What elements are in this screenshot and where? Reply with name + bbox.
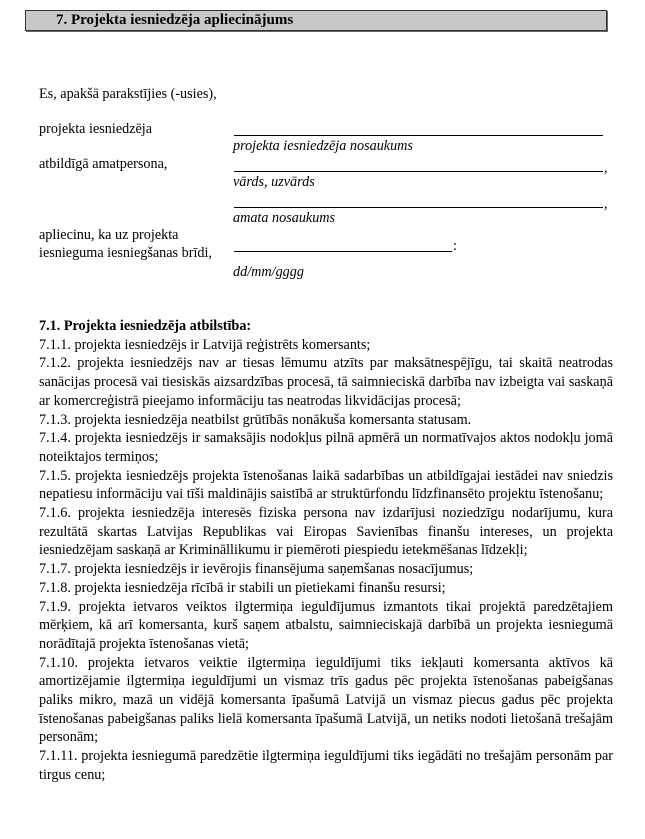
- list-item: 7.1.7. projekta iesniedzējs ir ievērojis finansējuma saņemšanas nosacījumus;: [39, 561, 474, 578]
- list-item: 7.1.2. projekta iesniedzējs nav ar tiesas lēmumu atzīts par maksātnespējīgu, tai skaitā neatrodas sanācijas procesā vai tiesiskās aizsardzības procesā, tā saimnieciskā darbība nav izbeigta vai saskaņā ar komercreģistrā pieejamo informāciju tas neatrodas likvidācijas procesā;: [39, 355, 613, 409]
- colon: :: [453, 238, 457, 254]
- list-item: 7.1.6. projekta iesniedzēja interesēs fiziska persona nav izdarījusi noziedzīgu nodarījumu, kura rezultātā skartas Latvijas Republikas vai Eiropas Savienības finanšu intereses, un projekta iesniedzējam saskaņā ar Krimināllikumu ir piemēroti piespiedu ietekmēšanas līdzekļi;: [39, 505, 613, 559]
- comma: ,: [604, 196, 608, 212]
- list-item: 7.1.4. projekta iesniedzējs ir samaksājis nodokļus pilnā apmērā un normatīvajos aktos nodokļu jomā noteiktajos termiņos;: [39, 430, 613, 465]
- date-field[interactable]: [234, 251, 452, 252]
- applicant-name-field[interactable]: [234, 135, 603, 136]
- applicant-label: projekta iesniedzēja: [39, 121, 153, 137]
- section-heading: 7.1. Projekta iesniedzēja atbilstība:: [39, 318, 252, 334]
- name-caption: vārds, uzvārds: [233, 174, 315, 190]
- official-label: atbildīgā amatpersona,: [39, 156, 168, 172]
- comma: ,: [604, 160, 608, 176]
- list-item: 7.1.3. projekta iesniedzēja neatbilst grūtībās nonākuša komersanta statusam.: [39, 411, 472, 428]
- list-item: 7.1.11. projekta iesniegumā paredzētie ilgtermiņa ieguldījumi tiks iegādāti no trešajām personām par tirgus cenu;: [39, 748, 613, 783]
- certify-label-line-2: iesnieguma iesniegšanas brīdi,: [39, 245, 212, 261]
- list-item: 7.1.10. projekta ietvaros veiktie ilgtermiņa ieguldījumi tiks iekļauti komersanta aktīvos kā amortizējamie ilgtermiņa ieguldījumi un vismaz trīs gadus pēc projekta īstenošanas pabeigšanas paliks mikro, mazā un vidējā komersanta īpašumā Latvijā un vismaz piecus gadus pēc projekta īstenošanas pabeigšanas paliks lielā komersanta īpašumā Latvijā, un netiks nodoti lietošanā trešajām personām;: [39, 654, 613, 746]
- position-caption: amata nosaukums: [233, 210, 336, 226]
- section-title: 7. Projekta iesniedzēja apliecinājums: [56, 12, 294, 28]
- applicant-name-caption: projekta iesniedzēja nosaukums: [233, 138, 413, 154]
- intro-text: Es, apakšā parakstījies (-usies),: [39, 86, 217, 102]
- list-item: 7.1.1. projekta iesniedzējs ir Latvijā reģistrēts komersants;: [39, 336, 371, 353]
- official-position-field[interactable]: [234, 207, 603, 208]
- date-caption: dd/mm/gggg: [233, 264, 304, 280]
- certify-label-line-1: apliecinu, ka uz projekta: [39, 227, 179, 243]
- list-item: 7.1.5. projekta iesniedzējs projekta īstenošanas laikā sadarbības un atbildīgajai iestādei nav sniedzis nepatiesu informāciju vai tīši maldinājis saistībā ar struktūrfondu līdzfinansēto projektu īstenošanu;: [39, 467, 613, 503]
- list-item: 7.1.9. projekta ietvaros veiktos ilgtermiņa ieguldījumus izmantots tikai projektā paredzētajiem mērķiem, kā arī komersanta, kurš saņem atbalstu, saimnieciskajā darbībā un projekta iesniegumā norādītajā projekta īstenošanas vietā;: [39, 598, 613, 652]
- list-item: 7.1.8. projekta iesniedzēja rīcībā ir stabili un pietiekami finanšu resursi;: [39, 579, 446, 596]
- official-name-field[interactable]: [234, 171, 603, 172]
- eligibility-section: [39, 317, 613, 785]
- section-header: [25, 10, 607, 31]
